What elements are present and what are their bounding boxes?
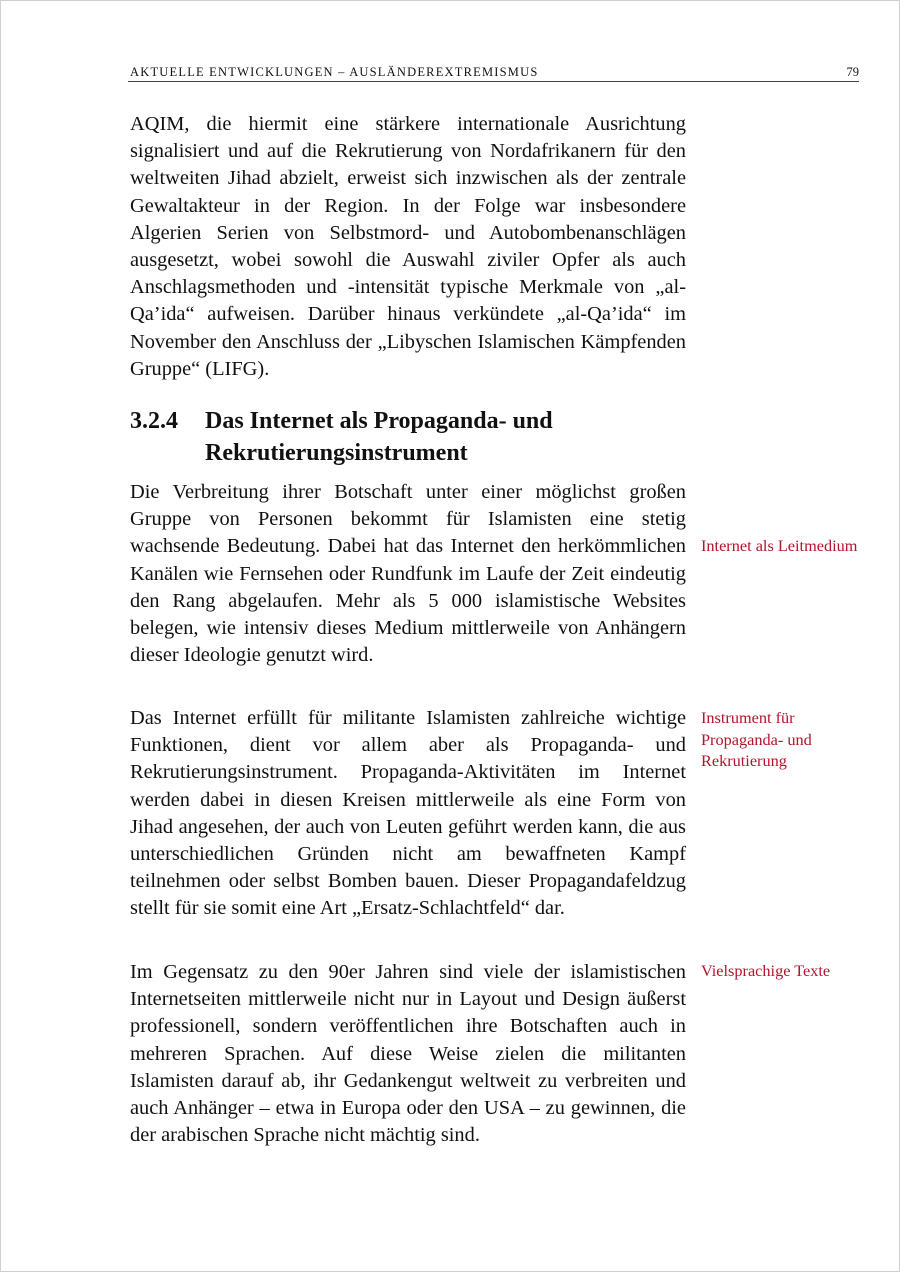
section-number: 3.2.4 — [130, 408, 178, 434]
section-title — [205, 405, 553, 469]
margin-note-leitmedium: Internet als Leitmedium — [701, 536, 858, 555]
running-title: AKTUELLE ENTWICKLUNGEN – AUSLÄNDEREXTREMISMUS — [130, 65, 539, 79]
paragraph-verbreitung: Die Verbreitung ihrer Botschaft unter einer möglichst großen Gruppe von Personen bekommt für Islamisten eine stetig wachsende Bedeutung. Dabei hat das Internet den herkömmlichen Kanälen wie Fernsehen oder Rundfunk im Laufe der Zeit eindeutig den Rang abgelaufen. Mehr als 5 000 islamistische Websites belegen, wie intensiv dieses Medium mittlerweile von Anhängern dieser Ideologie genutzt wird. — [130, 481, 686, 667]
running-header — [130, 63, 859, 81]
header-rule — [128, 81, 859, 82]
paragraph-vielsprachig: Im Gegensatz zu den 90er Jahren sind viele der islamistischen Internetseiten mittlerweile nicht nur in Layout und Design äußerst professionell, sondern veröffentlichen ihre Botschaften auch in mehreren Sprachen. Auf diese Weise zielen die militanten Islamisten darauf ab, ihr Gedankengut weltweit zu verbreiten und auch Anhänger – etwa in Europa oder den USA – zu gewinnen, die der arabischen Sprache nicht mächtig sind. — [130, 961, 686, 1147]
margin-note-propaganda: Instrument für Propaganda- und Rekrutierung — [701, 708, 812, 770]
section-title-line-2: Rekrutierungsinstrument — [205, 440, 468, 466]
section-title-line-1: Das Internet als Propaganda- und — [205, 408, 553, 434]
paragraph-funktionen: Das Internet erfüllt für militante Islamisten zahlreiche wichtige Funktionen, dient vor allem aber als Propaganda- und Rekrutierungsinstrument. Propaganda-Aktivitäten im Internet werden dabei in diesen Kreisen mittlerweile als eine Form von Jihad angesehen, der auch von Leuten geführt werden kann, die aus unterschiedlichen Gründen nicht am bewaffneten Kampf teilnehmen oder selbst Bomben bauen. Dieser Propagandafeldzug stellt für sie somit eine Art „Ersatz-Schlachtfeld“ dar. — [130, 707, 686, 920]
section-heading — [130, 405, 686, 469]
paragraph-aqim: AQIM, die hiermit eine stärkere internationale Ausrichtung signalisiert und auf die Rekrutierung von Nordafrikanern für den weltweiten Jihad abzielt, erweist sich inzwischen als der zentrale Gewaltakteur in der Region. In der Folge war insbesondere Algerien Serien von Selbstmord- und Autobombenanschlägen ausgesetzt, wobei sowohl die Auswahl ziviler Opfer als auch Anschlagsmethoden und -intensität typische Merkmale von „al-Qa’ida“ aufweisen. Darüber hinaus verkündete „al-Qa’ida“ im November den Anschluss der „Libyschen Islamischen Kämpfenden Gruppe“ (LIFG). — [130, 113, 686, 380]
page-number: 79 — [846, 65, 859, 79]
margin-note-vielsprachig: Vielsprachige Texte — [701, 961, 831, 980]
